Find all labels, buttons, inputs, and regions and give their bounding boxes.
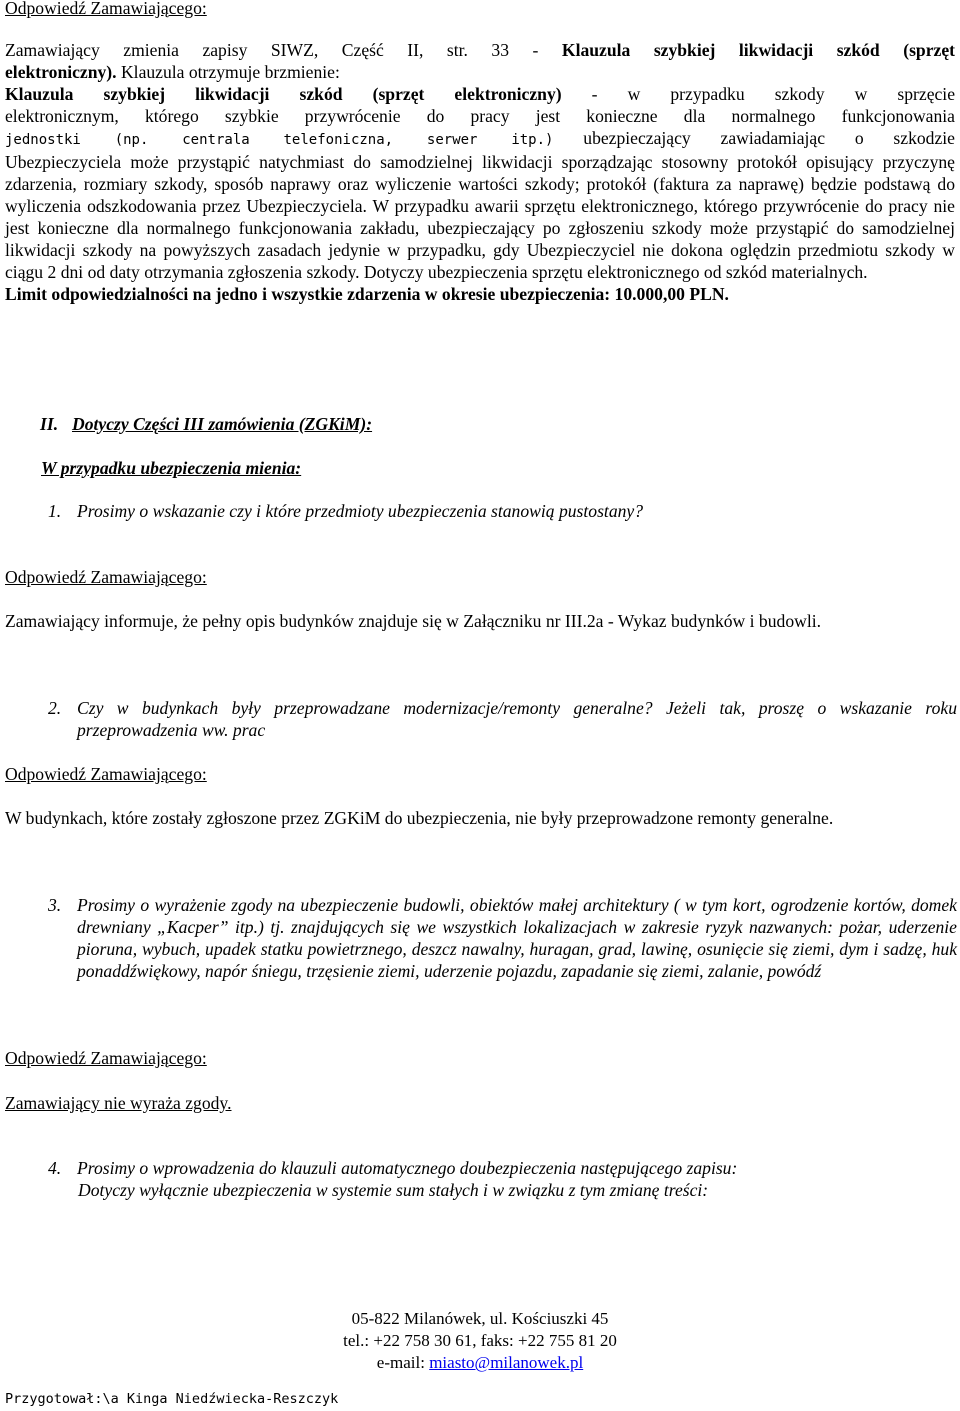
footer-email-label: e-mail: [376, 1353, 430, 1372]
clause-line2: elektronicznym, którego szybkie przywrócenie do pracy jest konieczne dla normalnego funkcjonowania [5, 106, 955, 126]
clause-line3-mono: jednostki (np. centrala telefoniczna, serwer itp.) [5, 132, 554, 148]
clause-body [5, 83, 955, 305]
prepared-by: Przygotował:\a Kinga Niedźwiecka-Reszczyk [5, 1391, 339, 1407]
clause-name: Klauzula szybkiej likwidacji szkód (sprzęt [561, 40, 955, 60]
section-number: II. [40, 414, 59, 434]
clause-intro-text: Zamawiający zmienia zapisy SIWZ, Część II, str. 33 - [5, 40, 562, 60]
clause-intro [5, 39, 955, 83]
question-number: 2. [48, 698, 62, 718]
footer-email-line [0, 1352, 960, 1374]
section-subtitle: W przypadku ubezpieczenia mienia: [41, 458, 302, 478]
section-title: Dotyczy Części III zamówienia (ZGKiM): [72, 414, 373, 434]
answer-label: Odpowiedź Zamawiającego: [5, 764, 207, 784]
answer-text: Zamawiający informuje, że pełny opis budynków znajduje się w Załączniku nr III.2a - Wykaz budynków i budowli. [5, 611, 821, 631]
footer-address: 05-822 Milanówek, ul. Kościuszki 45 [351, 1309, 609, 1328]
question-text-cont: Dotyczy wyłącznie ubezpieczenia w systemie sum stałych i w związku z tym zmianę treści: [78, 1180, 709, 1200]
question-text: Czy w budynkach były przeprowadzane modernizacje/remonty generalne? Jeżeli tak, proszę o wskazanie roku przeprowadzenia ww. prac [77, 698, 957, 740]
clause-line3: ubezpieczający zawiadamiając o szkodzie [553, 128, 955, 148]
question-number: 1. [48, 501, 62, 521]
question-number: 4. [48, 1158, 62, 1178]
answer-text: W budynkach, które zostały zgłoszone przez ZGKiM do ubezpieczenia, nie były przeprowadzone remonty generalne. [5, 808, 834, 828]
question-text: Prosimy o wprowadzenia do klauzuli automatycznego doubezpieczenia następującego zapisu: [77, 1158, 738, 1178]
page-footer [0, 1308, 960, 1374]
clause-paragraph: Ubezpieczyciela może przystąpić natychmiast do samodzielnej likwidacji sporządzając stosowny protokół opisujący przyczynę zdarzenia, rozmiary szkody, sposób naprawy oraz wyliczenie wartości szkody; protokół (faktura za naprawę) będzie podstawą do wyliczenia odszkodowania przez Ubezpieczyciela. W przypadku awarii sprzętu elektronicznego, którego przywrócenie do pracy nie jest konieczne dla normalnego funkcjonowania zakładu, ubezpieczający po zgłoszeniu szkody może przystąpić do samodzielnej likwidacji szkody na powyższych zasadach jedynie w przypadku, gdy Ubezpieczyciel nie dokona oględzin przedmiotu szkody w ciągu 2 dni od daty otrzymania zgłoszenia szkody. Dotyczy ubezpieczenia sprzętu elektronicznego od szkód materialnych. [5, 152, 955, 282]
answer-label: Odpowiedź Zamawiającego: [5, 0, 207, 18]
clause-title: Klauzula szybkiej likwidacji szkód (sprzęt elektroniczny) [5, 84, 562, 104]
answer-label: Odpowiedź Zamawiającego: [5, 1048, 207, 1068]
question-text: Prosimy o wyrażenie zgody na ubezpieczenie budowli, obiektów małej architektury ( w tym kort, ogrodzenie kortów, domek drewniany „Kacper” itp.) tj. znajdujących się we wszystkich lokalizacjach w zakresie ryzyk nazwanych: pożar, uderzenie pioruna, wybuch, upadek statku powietrznego, deszcz nawalny, huragan, grad, lawinę, osunięcie się ziemi, dym i sadzę, huk ponaddźwiękowy, napór śniegu, trzęsienie ziemi, uderzenie pojazdu, zapadanie się ziemi, zalanie, powódź [77, 895, 957, 981]
clause-line1: - w przypadku szkody w sprzęcie [561, 84, 956, 104]
answer-label: Odpowiedź Zamawiającego: [5, 567, 207, 587]
clause-limit: Limit odpowiedzialności na jedno i wszystkie zdarzenia w okresie ubezpieczenia: 10.000,00 PLN. [5, 284, 729, 304]
answer-text: Zamawiający nie wyraża zgody. [5, 1093, 232, 1113]
email-link[interactable]: miasto@milanowek.pl [429, 1353, 584, 1372]
footer-phone: tel.: +22 758 30 61, faks: +22 755 81 20 [343, 1331, 617, 1350]
question-number: 3. [48, 895, 62, 915]
clause-name-cont: elektroniczny). [5, 62, 117, 82]
clause-intro-rest: Klauzula otrzymuje brzmienie: [116, 62, 340, 82]
question-text: Prosimy o wskazanie czy i które przedmioty ubezpieczenia stanowią pustostany? [77, 501, 644, 521]
